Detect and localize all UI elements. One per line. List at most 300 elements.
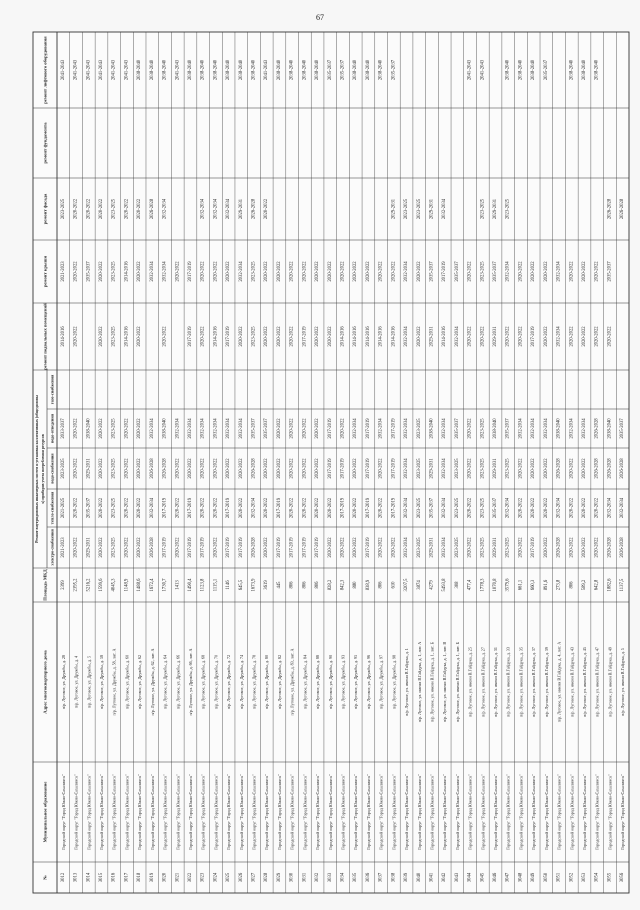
- cell-num: 3025: [226, 872, 232, 883]
- cell-el: 2023-2025: [505, 537, 511, 558]
- cell-bas: 2017-2019: [531, 326, 537, 347]
- cell-num: 3056: [620, 872, 626, 883]
- cell-addr: п/р. Луговое, ул. Дружбы, д. 62, лит. А: [149, 648, 155, 716]
- cell-el: 2017-2019: [315, 537, 321, 558]
- cell-heat: 2032-2034: [149, 497, 155, 519]
- cell-num: 3042: [442, 872, 448, 883]
- cell-roof: 2020-2022: [391, 261, 397, 282]
- cell-addr: п/р. Луговое, ул. имени В.Гайдука, д. 1, лит. В: [442, 641, 448, 723]
- cell-area: 610: [391, 581, 397, 589]
- cell-area: 828,2: [327, 579, 333, 591]
- cell-el: 2020-2022: [327, 537, 333, 558]
- cell-water: 2023-2025: [111, 458, 117, 479]
- cell-bas: 2020-2022: [162, 326, 168, 347]
- cell-water: 2026-2028: [251, 458, 257, 479]
- cell-sewer: 2032-2034: [213, 418, 219, 439]
- cell-area: 660,3: [531, 579, 537, 591]
- cell-el: 2020-2022: [378, 537, 384, 558]
- cell-el: 2020-2022: [73, 537, 79, 558]
- cell-water: 2020-2022: [353, 458, 359, 479]
- cell-bas: 2020-2022: [73, 326, 79, 347]
- cell-roof: 2017-2019: [187, 261, 193, 282]
- cell-bas: 2014-2016: [378, 326, 384, 347]
- cell-fac: 2020-2022: [73, 198, 79, 220]
- cell-roof: 2020-2022: [378, 261, 384, 282]
- cell-sewer: 2032-2034: [543, 418, 549, 439]
- cell-mun: Городской округ "Город Южно-Сахалинск": [238, 774, 244, 850]
- cell-bas: 2020-2022: [543, 326, 549, 347]
- cell-fac: 2020-2022: [264, 198, 270, 220]
- cell-lift: 2038-2040: [365, 59, 371, 81]
- cell-roof: 2020-2022: [531, 261, 537, 282]
- cell-lift: 2041-2043: [73, 59, 79, 81]
- header-group-line2: х) приборов учета потребления ресурсов: [41, 434, 45, 504]
- header-water: водо-снабжения: [49, 453, 55, 484]
- cell-sewer: 2032-2034: [404, 418, 410, 439]
- cell-mun: Городской округ "Город Южно-Сахалинск": [378, 774, 384, 850]
- cell-roof: 2021-2023: [60, 261, 66, 282]
- cell-bas: 2020-2022: [467, 326, 473, 347]
- cell-lift: 2041-2043: [480, 59, 486, 81]
- cell-water: 2026-2028: [556, 458, 562, 479]
- cell-bas: 2020-2022: [594, 326, 600, 347]
- cell-water: 2020-2022: [73, 458, 79, 479]
- cell-sewer: 2032-2034: [200, 418, 206, 439]
- cell-mun: Городской округ "Город Южно-Сахалинск": [480, 774, 486, 850]
- cell-mun: Городской округ "Город Южно-Сахалинск": [353, 774, 359, 850]
- cell-sewer: 2023-2025: [111, 418, 117, 439]
- cell-roof: 2032-2034: [505, 261, 511, 282]
- cell-area: 838,9: [365, 579, 371, 591]
- cell-num: 3014: [86, 872, 92, 883]
- cell-lift: 2038-2040: [353, 59, 359, 81]
- cell-el: 2026-2028: [149, 537, 155, 558]
- cell-heat: 2020-2022: [518, 497, 524, 519]
- cell-num: 3029: [276, 872, 282, 883]
- cell-num: 3023: [200, 872, 206, 883]
- cell-heat: 2020-2022: [467, 497, 473, 519]
- cell-num: 3046: [493, 872, 499, 883]
- cell-area: 642,8: [594, 579, 600, 591]
- cell-addr: п/р. Луговое, ул. Дружбы, д. 98: [391, 654, 397, 710]
- capital-repair-table: [33, 32, 629, 893]
- cell-sewer: 2032-2034: [226, 418, 232, 439]
- cell-roof: 2035-2037: [86, 261, 92, 282]
- cell-bas: 2017-2019: [226, 326, 232, 347]
- cell-heat: 2020-2022: [302, 497, 308, 519]
- cell-fac: 2026-2028: [620, 198, 626, 220]
- cell-heat: 2020-2022: [327, 497, 333, 519]
- cell-bas: 2020-2022: [289, 326, 295, 347]
- header-fac: ремонт фасада: [42, 193, 48, 225]
- cell-bas: 2023-2025: [111, 326, 117, 347]
- cell-heat: 2017-2019: [365, 497, 371, 519]
- cell-heat: 2020-2022: [98, 497, 104, 519]
- cell-roof: 2020-2022: [264, 261, 270, 282]
- cell-mun: Городской округ "Город Южно-Сахалинск": [416, 774, 422, 850]
- cell-roof: 2020-2022: [175, 261, 181, 282]
- cell-num: 3039: [404, 872, 410, 883]
- cell-addr: п/р. Луговое, ул. имени В.Гайдука, д. 1: [404, 648, 410, 716]
- cell-roof: 2032-2034: [556, 261, 562, 282]
- cell-lift: 2038-2040: [531, 59, 537, 81]
- cell-mun: Городской округ "Город Южно-Сахалинск": [620, 774, 626, 850]
- cell-water: 2017-2019: [340, 458, 346, 479]
- cell-lift: 2041-2043: [111, 59, 117, 81]
- cell-num: 3016: [111, 872, 117, 883]
- cell-addr: п/р. Луговое, ул. имени В.Гайдука, д. 1, лит. Б: [454, 642, 460, 722]
- cell-water: 2020-2022: [518, 458, 524, 479]
- cell-addr: п/р. Луговое, ул. имени В.Гайдука, д. 5: [620, 648, 626, 716]
- header-group-line1: Ремонт внутридомовых инженерных систем и установка коллективных (общедомовы: [35, 395, 39, 543]
- cell-lift: 2035-2037: [327, 59, 333, 81]
- cell-fac: 2032-2034: [213, 198, 219, 220]
- cell-area: 1490,4: [187, 578, 193, 592]
- cell-bas: 2020-2022: [98, 326, 104, 347]
- cell-water: 2026-2028: [607, 458, 613, 479]
- cell-bas: 2020-2022: [505, 326, 511, 347]
- cell-fac: 2032-2034: [442, 198, 448, 220]
- cell-num: 3044: [467, 872, 473, 883]
- cell-sewer: 2032-2034: [187, 418, 193, 439]
- cell-lift: 2038-2040: [162, 59, 168, 81]
- cell-water: 2020-2022: [289, 458, 295, 479]
- cell-fac: 2023-2025: [60, 198, 66, 220]
- cell-mun: Городской округ "Город Южно-Сахалинск": [391, 774, 397, 850]
- cell-fac: 2023-2025: [111, 198, 117, 220]
- cell-area: 4045,3: [111, 578, 117, 592]
- cell-sewer: 2020-2022: [98, 418, 104, 439]
- cell-el: 2020-2022: [340, 537, 346, 558]
- cell-water: 2023-2025: [416, 458, 422, 479]
- cell-sewer: 2032-2034: [149, 418, 155, 439]
- cell-area: 1488,6: [137, 578, 143, 592]
- cell-water: 2032-2034: [404, 458, 410, 479]
- cell-el: 2020-2022: [175, 537, 181, 558]
- cell-sewer: 2020-2022: [340, 418, 346, 439]
- cell-el: 2023-2025: [416, 537, 422, 558]
- cell-sewer: 2017-2019: [327, 418, 333, 439]
- cell-fac: 2020-2022: [98, 198, 104, 220]
- cell-lift: 2038-2040: [137, 59, 143, 81]
- cell-lift: 2038-2040: [569, 59, 575, 81]
- cell-sewer: 2020-2022: [289, 418, 295, 439]
- cell-roof: 2017-2019: [442, 261, 448, 282]
- cell-heat: 2017-2019: [162, 497, 168, 519]
- cell-roof: 2020-2022: [582, 261, 588, 282]
- cell-el: 2020-2022: [213, 537, 219, 558]
- cell-mun: Городской округ "Город Южно-Сахалинск": [594, 774, 600, 850]
- cell-el: 2017-2019: [200, 537, 206, 558]
- cell-heat: 2020-2022: [353, 497, 359, 519]
- cell-bas: 2020-2022: [327, 326, 333, 347]
- cell-mun: Городской округ "Город Южно-Сахалинск": [569, 774, 575, 850]
- cell-bas: 2017-2019: [302, 326, 308, 347]
- cell-water: 2020-2022: [569, 458, 575, 479]
- cell-addr: п/р. Луговое, ул. Дружбы, д. 5: [86, 655, 92, 709]
- cell-lift: 2035-2037: [340, 59, 346, 81]
- cell-bas: 2032-2034: [454, 326, 460, 347]
- header-lift: ремонт лифтового оборудования: [42, 36, 48, 104]
- cell-area: 308: [454, 581, 460, 589]
- cell-area: 2395,2: [73, 578, 79, 592]
- cell-area: 1778,3: [480, 578, 486, 592]
- cell-mun: Городской округ "Город Южно-Сахалинск": [213, 774, 219, 850]
- cell-roof: 2020-2022: [276, 261, 282, 282]
- cell-sewer: 2020-2022: [73, 418, 79, 439]
- cell-num: 3015: [98, 872, 104, 883]
- cell-addr: п/р. Луговое, ул. Дружбы, д. 4: [73, 655, 79, 709]
- cell-area: 1413: [175, 580, 181, 590]
- cell-el: 2017-2019: [226, 537, 232, 558]
- cell-mun: Городской округ "Город Южно-Сахалинск": [365, 774, 371, 850]
- cell-mun: Городской округ "Город Южно-Сахалинск": [467, 774, 473, 850]
- cell-water: 2020-2022: [200, 458, 206, 479]
- cell-bas: 2032-2034: [404, 326, 410, 347]
- cell-bas: 2020-2022: [200, 326, 206, 347]
- cell-num: 3019: [149, 872, 155, 883]
- cell-area: 589,2: [582, 579, 588, 591]
- cell-addr: п/р. Луговое, ул. имени В.Гайдука, д. 43: [569, 647, 575, 717]
- cell-fac: 2026-2028: [149, 198, 155, 220]
- cell-el: 2023-2025: [111, 537, 117, 558]
- cell-mun: Городской округ "Город Южно-Сахалинск": [454, 774, 460, 850]
- cell-mun: Городской округ "Город Южно-Сахалинск": [149, 774, 155, 850]
- cell-el: 2017-2019: [365, 537, 371, 558]
- cell-fac: 2032-2034: [200, 198, 206, 220]
- cell-sewer: 2032-2034: [353, 418, 359, 439]
- cell-sewer: 2026-2028: [594, 418, 600, 439]
- cell-el: 2017-2019: [302, 537, 308, 558]
- cell-water: 2020-2022: [124, 458, 130, 479]
- cell-area: 3207,5: [404, 578, 410, 592]
- header-el: электро-снабжения: [49, 529, 55, 566]
- cell-roof: 2035-2037: [454, 261, 460, 282]
- cell-heat: 2020-2022: [264, 497, 270, 519]
- cell-el: 2026-2028: [556, 537, 562, 558]
- cell-roof: 2020-2022: [302, 261, 308, 282]
- cell-mun: Городской округ "Город Южно-Сахалинск": [73, 774, 79, 850]
- cell-addr: п/р. Луговое, ул. Дружбы, д. 68: [200, 654, 206, 710]
- cell-num: 3055: [607, 872, 613, 883]
- cell-mun: Городской округ "Город Южно-Сахалинск": [175, 774, 181, 850]
- cell-heat: 2020-2022: [73, 497, 79, 519]
- header-addr: Адрес многоквартирного дома: [42, 650, 48, 714]
- cell-num: 3030: [289, 872, 295, 883]
- cell-heat: 2032-2034: [556, 497, 562, 519]
- cell-num: 3048: [518, 872, 524, 883]
- cell-lift: 2038-2040: [238, 59, 244, 81]
- cell-water: 2017-2019: [391, 458, 397, 479]
- cell-water: 2023-2025: [480, 458, 486, 479]
- cell-water: 2020-2022: [315, 458, 321, 479]
- cell-el: 2026-2028: [620, 537, 626, 558]
- cell-num: 3040: [416, 872, 422, 883]
- cell-water: 2023-2025: [454, 458, 460, 479]
- cell-bas: 2014-2016: [340, 326, 346, 347]
- cell-roof: 2014-2016: [124, 261, 130, 282]
- cell-el: 2023-2025: [454, 537, 460, 558]
- cell-mun: Городской округ "Город Южно-Сахалинск": [340, 774, 346, 850]
- cell-lift: 2035-2037: [391, 59, 397, 81]
- cell-heat: 2032-2034: [251, 497, 257, 519]
- cell-addr: п/р. Луговое, ул. имени В.Гайдука, д. 37: [531, 647, 537, 717]
- cell-bas: 2029-2031: [429, 326, 435, 347]
- cell-roof: 2020-2022: [137, 261, 143, 282]
- cell-heat: 2017-2019: [226, 497, 232, 519]
- cell-roof: 2032-2034: [404, 261, 410, 282]
- cell-water: 2026-2028: [162, 458, 168, 479]
- cell-fac: 2023-2025: [480, 198, 486, 220]
- cell-el: 2017-2019: [187, 537, 193, 558]
- cell-addr: п/р. Луговое, ул. имени В.Гайдука, д. 1, лит. А: [416, 641, 422, 723]
- cell-addr: п/р. Луговое, ул. имени В.Гайдука, д. 47: [594, 647, 600, 717]
- header-bas: ремонт подвальных помещений: [42, 303, 48, 370]
- cell-roof: 2020-2022: [594, 261, 600, 282]
- cell-area: 1146: [226, 580, 232, 590]
- cell-fac: 2029-2031: [238, 198, 244, 220]
- cell-water: 2029-2031: [86, 458, 92, 479]
- cell-mun: Городской округ "Город Южно-Сахалинск": [200, 774, 206, 850]
- cell-heat: 2020-2022: [378, 497, 384, 519]
- header-area: Площадь МКД: [42, 569, 48, 601]
- cell-roof: 2023-2025: [111, 261, 117, 282]
- cell-mun: Городской округ "Город Южно-Сахалинск": [442, 774, 448, 850]
- cell-bas: 2020-2022: [607, 326, 613, 347]
- cell-num: 3021: [175, 872, 181, 883]
- cell-num: 3038: [391, 872, 397, 883]
- cell-heat: 2017-2019: [340, 497, 346, 519]
- cell-bas: 2020-2022: [569, 326, 575, 347]
- cell-bas: 2014-2016: [60, 326, 66, 347]
- cell-heat: 2023-2025: [454, 497, 460, 519]
- cell-bas: 2023-2025: [251, 326, 257, 347]
- cell-mun: Городской округ "Город Южно-Сахалинск": [607, 774, 613, 850]
- cell-area: 1730,7: [162, 578, 168, 592]
- cell-area: 1148,9: [124, 578, 130, 592]
- cell-sewer: 2032-2034: [569, 418, 575, 439]
- cell-water: 2026-2028: [620, 458, 626, 479]
- cell-mun: Городской округ "Город Южно-Сахалинск": [518, 774, 524, 850]
- cell-addr: п/р. Луговое, ул. имени В.Гайдука, д. 49: [607, 647, 613, 717]
- cell-bas: 2020-2022: [137, 326, 143, 347]
- cell-num: 3047: [505, 872, 511, 883]
- cell-sewer: 2038-2040: [493, 418, 499, 439]
- cell-mun: Городской округ "Город Южно-Сахалинск": [315, 774, 321, 850]
- cell-addr: п/р. Луговое, ул. Дружбы, д. 88: [315, 654, 321, 710]
- cell-sewer: 2038-2040: [429, 418, 435, 439]
- cell-num: 3033: [327, 872, 333, 883]
- header-num: №: [42, 875, 48, 880]
- cell-el: 2020-2022: [594, 537, 600, 558]
- cell-heat: 2017-2019: [391, 497, 397, 519]
- header-roof: ремонт крыши: [42, 255, 48, 288]
- cell-lift: 2038-2040: [378, 59, 384, 81]
- cell-roof: 2020-2022: [213, 261, 219, 282]
- cell-roof: 2023-2025: [251, 261, 257, 282]
- cell-roof: 2023-2025: [480, 261, 486, 282]
- cell-heat: 2020-2022: [200, 497, 206, 519]
- cell-fac: 2023-2025: [505, 198, 511, 220]
- cell-el: 2026-2028: [251, 537, 257, 558]
- cell-el: 2017-2019: [162, 537, 168, 558]
- cell-heat: 2035-2037: [493, 497, 499, 519]
- cell-lift: 2041-2043: [86, 59, 92, 81]
- cell-num: 3028: [264, 872, 270, 883]
- cell-num: 3043: [454, 872, 460, 883]
- cell-water: 2020-2022: [226, 458, 232, 479]
- cell-num: 3052: [569, 872, 575, 883]
- cell-addr: п/р. Луговое, ул. Дружбы, д. 83, лит. А: [289, 648, 295, 716]
- cell-addr: п/р. Луговое, ул. Дружбы, д. 66: [175, 654, 181, 710]
- cell-fac: 2023-2025: [416, 198, 422, 220]
- cell-lift: 2035-2037: [543, 59, 549, 81]
- cell-bas: 2014-2016: [353, 326, 359, 347]
- cell-bas: 2017-2019: [187, 326, 193, 347]
- cell-addr: п/р. Луговое, ул. Дружбы, д. 28: [60, 654, 66, 710]
- cell-water: 2017-2019: [327, 458, 333, 479]
- cell-addr: п/р. Луговое, ул. имени В.Гайдука, д. 31: [493, 647, 499, 717]
- cell-addr: п/р. Луговое, ул. Дружбы, д. 58: [98, 654, 104, 710]
- cell-area: 5216,2: [86, 578, 92, 592]
- cell-roof: 2020-2022: [416, 261, 422, 282]
- cell-fac: 2026-2028: [607, 198, 613, 220]
- cell-addr: п/р. Луговое, ул. имени В.Гайдука, д. 1, лит. Б: [429, 642, 435, 722]
- cell-sewer: 2033-2037: [60, 418, 66, 439]
- cell-water: 2032-2034: [442, 458, 448, 479]
- cell-sewer: 2020-2022: [315, 418, 321, 439]
- cell-sewer: 2020-2022: [276, 418, 282, 439]
- cell-addr: п/р. Луговое, ул. имени В.Гайдука, д. 45: [582, 647, 588, 717]
- cell-lift: 2041-2043: [60, 59, 66, 81]
- cell-heat: 2032-2034: [620, 497, 626, 519]
- cell-area: 645,5: [238, 579, 244, 591]
- cell-heat: 2020-2022: [175, 497, 181, 519]
- cell-bas: 2014-2016: [391, 326, 397, 347]
- cell-water: 2020-2022: [98, 458, 104, 479]
- cell-num: 3051: [556, 872, 562, 883]
- cell-mun: Городской округ "Город Южно-Сахалинск": [264, 774, 270, 850]
- cell-sewer: 2038-2040: [86, 418, 92, 439]
- cell-mun: Городской округ "Город Южно-Сахалинск": [289, 774, 295, 850]
- header-gas: газо-снабжения: [49, 374, 55, 405]
- cell-roof: 2035-2037: [429, 261, 435, 282]
- cell-bas: 2014-2016: [213, 326, 219, 347]
- cell-area: 842,3: [340, 579, 346, 591]
- cell-area: 880: [353, 581, 359, 589]
- cell-el: 2017-2019: [276, 537, 282, 558]
- cell-el: 2029-2031: [86, 537, 92, 558]
- cell-heat: 2032-2034: [607, 497, 613, 519]
- cell-area: 806: [302, 581, 308, 589]
- cell-water: 2020-2022: [187, 458, 193, 479]
- cell-addr: п/р. Луговое, ул. имени В.Гайдука, д. 39: [543, 647, 549, 717]
- cell-water: 2020-2022: [175, 458, 181, 479]
- cell-num: 3012: [60, 872, 66, 883]
- cell-lift: 2038-2040: [187, 59, 193, 81]
- cell-fac: 2023-2025: [404, 198, 410, 220]
- cell-lift: 2038-2040: [505, 59, 511, 81]
- cell-num: 3041: [429, 872, 435, 883]
- cell-roof: 2032-2034: [162, 261, 168, 282]
- cell-sewer: 2020-2022: [467, 418, 473, 439]
- cell-area: 3619: [264, 580, 270, 590]
- cell-heat: 2032-2034: [442, 497, 448, 519]
- cell-mun: Городской округ "Город Южно-Сахалинск": [187, 774, 193, 850]
- cell-heat: 2035-2037: [86, 497, 92, 519]
- cell-el: 2017-2019: [238, 537, 244, 558]
- cell-heat: 2020-2022: [594, 497, 600, 519]
